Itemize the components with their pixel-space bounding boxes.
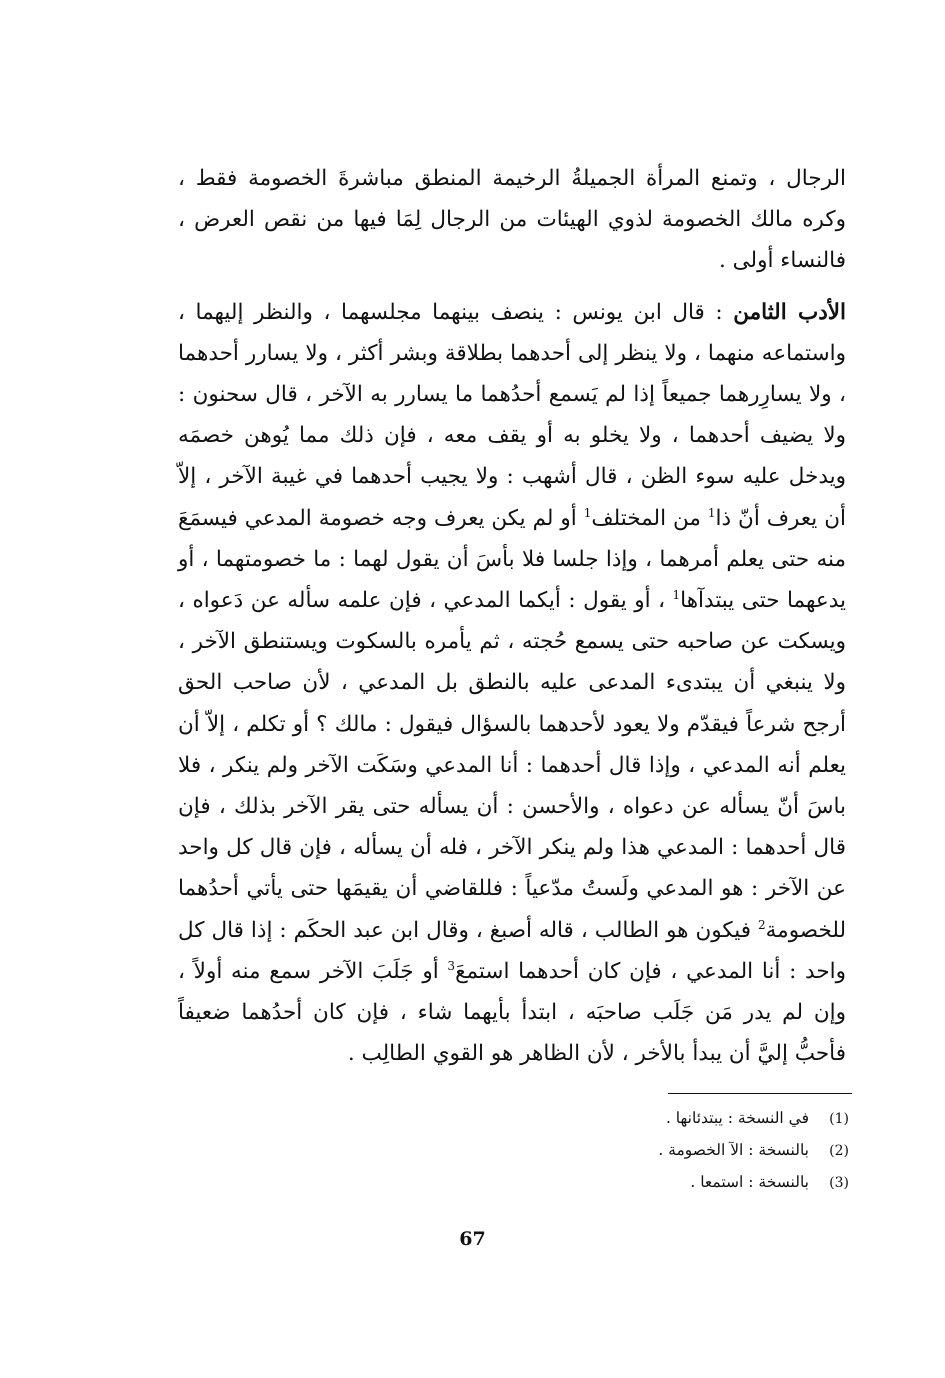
- paragraph-2-segment: من المختلف: [591, 505, 708, 531]
- footnote-ref[interactable]: 1: [707, 505, 716, 520]
- paragraph-2-segment: ، أو يقول : أيكما المدعي ، فإن علمه سأله عن دَعواه ، ويسكت عن صاحبه حتى يسمع حُجته ، ثم يأمره بالسكوت ويستنطق الآخر ، ولا ينبغي أن يبتدىء المدعى عليه بالنطق بل المدعي ، لأن صاحب الحق أرجح شرعاً فيقدّم ولا يعود لأحدهما بالسؤال فيقول : مالك ؟ أو تكلم ، إلاّ أن يعلم أنه المدعي ، وإذا قال أحدهما : أنا المدعي وسَكَت الآخر ولم ينكر ، فلا باسَ أنّ يسأله عن دعواه ، والأحسن : أن يسأله حتى يقر الآخر بذلك ، فإن قال أحدهما : المدعي هذا ولم ينكر الآخر ، فله أن يسأله ، فإن قال كل واحد عن الآخر : هو المدعي ولَستُ مدّعياً : فللقاضي أن يقيمَها حتى يأتي أحدُهما للخصومة: [178, 588, 846, 943]
- main-text: [178, 158, 846, 1074]
- footnote-number: (2): [829, 1143, 849, 1159]
- paragraph-2-segment: : قال ابن يونس : ينصف بينهما مجلسهما ، والنظر إليهما ، واستماعه منهما ، ولا ينظر إلى أحدهما بطلاقة وبشر أكثر ، ولا يسارر أحدهما ، ولا يسارِرهما جميعاً إذا لم يَسمع أحدُهما ما يسارر به الآخر ، قال سحنون : ولا يضيف أحدهما ، ولا يخلو به أو يقف معه ، فإن ذلك مما يُوهن خصمَه ويدخل عليه سوء الظن ، قال أشهب : ولا يجيب أحدهما في غيبة الآخر ، إلاّ أن يعرف أنّ ذا: [178, 299, 846, 531]
- footnote-item: [658, 1135, 849, 1167]
- paragraph-2-segment: أو لم يكن يعرف وجه خصومة المدعي فيسمَعَ منه حتى يعلم أمرهما ، وإذا جلسا فلا بأسَ أن يقول لهما : ما خصومتهما ، أو يدعهما حتى يبتدآها: [178, 505, 846, 614]
- footnote-text: في النسخة : يبتدئانها .: [665, 1109, 809, 1127]
- footnote-ref[interactable]: 1: [672, 587, 681, 602]
- paragraph-1: الرجال ، وتمنع المرأة الجميلةُ الرخيمة المنطق مباشرةَ الخصومة فقط ، وكره مالك الخصومة لذوي الهيئات من الرجال لِمَا فيها من نقص العرض ، فالنساء أولى .: [178, 166, 846, 274]
- paragraph-2-segment: فيكون هو الطالب ، قاله أصبغ ، وقال ابن عبد الحكَم : إذا قال كل واحد : أنا المدعي ، فإن كان أحدهما استمعَ: [178, 917, 846, 984]
- footnotes-list: [658, 1103, 849, 1199]
- page-number: 67: [459, 1228, 486, 1250]
- footnote-text: بالنسخة : الآ الخصومة .: [658, 1141, 809, 1159]
- section-heading: الأدب الثامن: [733, 299, 846, 325]
- paragraph-2-segment: أو جَلَبَ الآخر سمع منه أولاً ، وإن لم يدر مَن جَلَب صاحبَه ، ابتدأ بأيهما شاء ، فإن كان أحدُهما ضعيفاً فأحبُّ إليَّ أن يبدأ بالأخر ، لأن الظاهر هو القوي الطالِب .: [178, 958, 846, 1067]
- footnote-ref[interactable]: 3: [447, 958, 456, 973]
- footnote-ref[interactable]: 1: [583, 505, 592, 520]
- paragraph-2: [178, 292, 846, 1075]
- footnote-text: بالنسخة : استمعا .: [690, 1173, 809, 1191]
- footnote-item: [658, 1167, 849, 1199]
- footnote-separator: [668, 1093, 852, 1094]
- footnote-ref[interactable]: 2: [758, 917, 766, 932]
- footnote-item: [658, 1103, 849, 1135]
- footnote-number: (1): [829, 1111, 849, 1127]
- footnote-number: (3): [829, 1175, 849, 1191]
